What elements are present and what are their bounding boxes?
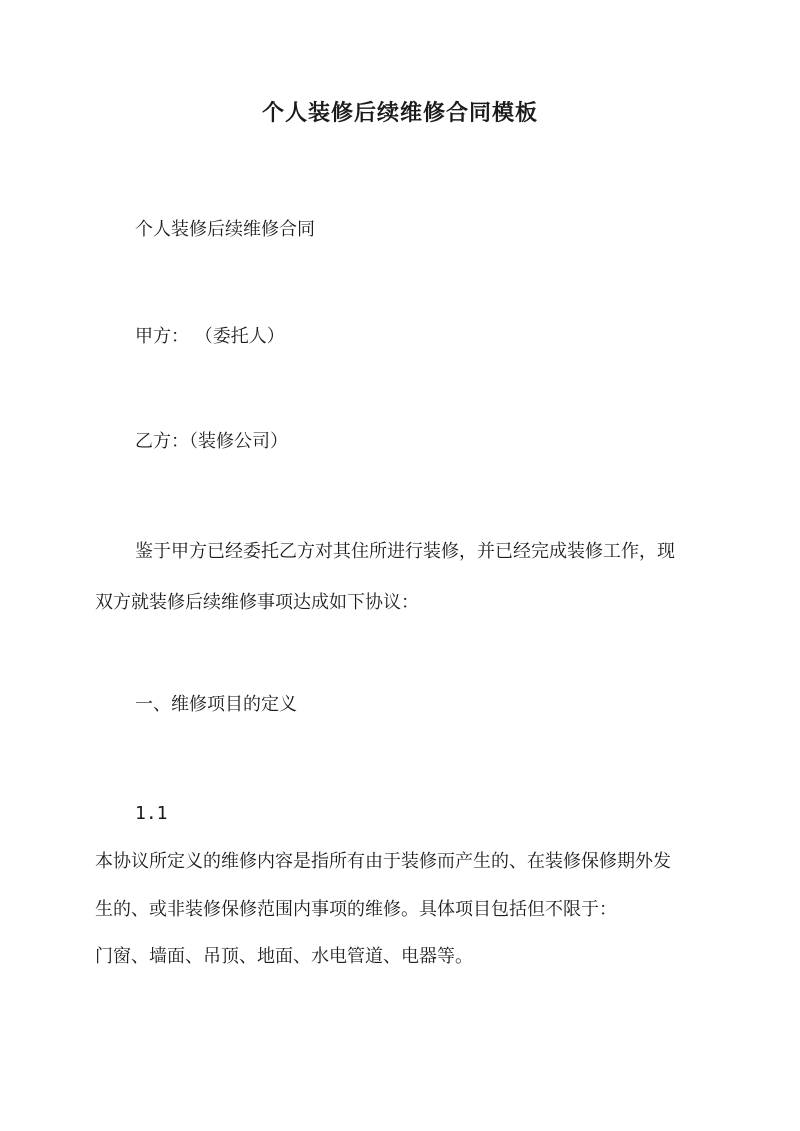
clause-text-line-2: 生的、或非装修保修范围内事项的维修。具体项目包括但不限于：: [95, 899, 617, 920]
clause-number: 1.1: [135, 803, 168, 824]
clause-text-line-1: 本协议所定义的维修内容是指所有由于装修而产生的、在装修保修期外发: [95, 851, 671, 872]
preamble-line-1: 鉴于甲方已经委托乙方对其住所进行装修，并已经完成装修工作，现: [135, 541, 675, 562]
party-b-line: 乙方：（装修公司）: [135, 431, 288, 452]
party-a-line: 甲方： （委托人）: [135, 326, 285, 347]
preamble-line-2: 双方就装修后续维修事项达成如下协议：: [95, 592, 419, 613]
document-title: 个人装修后续维修合同模板: [261, 100, 538, 126]
clause-text-line-3: 门窗、墙面、吊顶、地面、水电管道、电器等。: [95, 946, 473, 967]
contract-subtitle: 个人装修后续维修合同: [135, 219, 315, 240]
section-heading: 一、维修项目的定义: [135, 694, 297, 715]
